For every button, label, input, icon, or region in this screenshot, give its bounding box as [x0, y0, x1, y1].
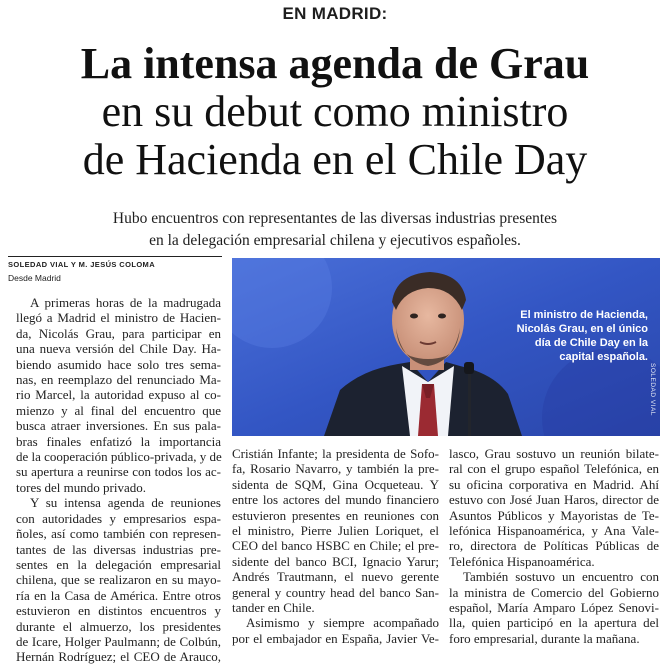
text-line: estuvieron en distintos encuentros y [16, 603, 221, 619]
text-line: Hernán Rodríguez; el CEO de Arauco, [16, 649, 221, 665]
article-column-3 [449, 446, 659, 646]
text-line: por el embajador en España, Javier Ve- [232, 630, 439, 646]
headline-line: La intensa agenda de Grau [80, 39, 590, 88]
text-line: fa, Rosario Navarro, y también la pre- [232, 461, 439, 477]
text-line: chilena, que se realizaron en su mayo- [16, 572, 221, 588]
text-line: lasco, Grau sostuvo un reunión bilate- [449, 446, 659, 461]
text-line: con autoridades y empresarios espa- [16, 510, 221, 526]
text-line: nas, en reemplazo del renunciado Ma- [16, 372, 221, 388]
text-line: foro empresarial, durante la mañana. [449, 630, 640, 646]
text-line: sentes en la delegación empresarial [16, 556, 221, 572]
text-line: tores del mundo privado. [16, 479, 146, 495]
text-line: bras finales enfatizó la importancia [16, 433, 221, 449]
text-line: ría en la Casa de América. Entre otros [16, 587, 221, 603]
text-line: una nueva versión del Chile Day. Ha- [16, 341, 221, 357]
dateline: Desde Madrid [8, 273, 61, 283]
text-line: el ministro, Pierre Julien Loriquet, el [232, 523, 439, 539]
caption-line: capital española. [559, 351, 648, 363]
text-line: ral con el grupo español Telefónica, en [449, 461, 659, 477]
text-line: Telefónica Hispanoamérica. [449, 553, 595, 569]
text-line: ñoles, así como también con represen- [16, 526, 221, 542]
headline-line: de Hacienda en el Chile Day [82, 135, 588, 184]
caption-line: día de Chile Day en la [534, 337, 648, 349]
text-line: lefónica Hispanoamérica, y Ana Vale- [449, 523, 659, 539]
text-line: durante el almuerzo, los presidentes [16, 618, 221, 634]
text-line: estuvo con José Juan Haros, director de [449, 492, 659, 508]
text-line: sidenta de SQM, Gina Ocqueteau. Y [232, 476, 439, 492]
text-line: Y su intensa agenda de reuniones [30, 495, 221, 511]
article-column-2 [232, 446, 439, 646]
headline [0, 40, 670, 184]
text-line: su apertura a reunirse con todos los ac- [16, 464, 221, 480]
text-line: biendo asumido hace solo tres sema- [16, 356, 221, 372]
text-line: de la cooperación público-privada, y de [16, 449, 222, 465]
article-photo [232, 258, 660, 436]
photo-credit: SOLEDAD VIAL [649, 363, 656, 416]
caption-line: Nicolás Grau, en el único [516, 323, 648, 335]
article-column-1 [16, 295, 221, 665]
text-line: Andrés Trautmann, el nuevo gerente [232, 569, 439, 585]
text-line: de Icare, Holger Paulmann; de Colbún, [16, 633, 221, 649]
deck-line: Hubo encuentros con representantes de las diversas industrias presentes [112, 210, 558, 227]
text-line: rio Marcel, la autoridad expuso al co- [16, 387, 221, 403]
text-line: A primeras horas de la madrugada [30, 295, 221, 310]
text-line: CEO del banco HSBC en Chile; el pre- [232, 538, 439, 554]
text-line: tander en Chile. [232, 600, 315, 616]
text-line: lla, quien participó en la apertura del [449, 615, 659, 631]
caption-line: El ministro de Hacienda, [520, 309, 648, 321]
text-line: general y country head del banco San- [232, 584, 439, 600]
deck-line: en la delegación empresarial chilena y ejecutivos españoles. [149, 232, 521, 249]
text-line: da, Nicolás Grau, para participar en [16, 325, 221, 341]
text-line: mienzo y al final del encuentro que [16, 402, 221, 418]
byline: SOLEDAD VIAL Y M. JESÚS COLOMA [8, 256, 222, 269]
text-line: Cristián Infante; la presidenta de Sofo- [232, 446, 439, 461]
text-line: tantes de las diversas industrias pre- [16, 541, 221, 557]
text-line: español, María Amparo López Senovi- [449, 600, 659, 616]
text-line: sidente del banco BCI, Ignacio Yarur; [232, 553, 439, 569]
text-line: Asimismo y siempre acompañado [246, 615, 439, 631]
text-line: ro, directora de Políticas Públicas de [449, 538, 659, 554]
text-line: Asuntos Públicos y Mayoristas de Te- [449, 507, 659, 523]
text-line: la ministra de Comercio del Gobierno [449, 584, 659, 600]
section-kicker: EN MADRID: [282, 4, 388, 23]
text-line: llegó a Madrid el ministro de Hacien- [16, 310, 221, 326]
text-line: estuvieron presentes en reuniones con [232, 507, 439, 523]
text-line: su oficina corporativa en Madrid. Ahí [449, 476, 659, 492]
text-line: entre los actores del mundo financiero [232, 492, 439, 508]
text-line: busca atraer inversiones. En sus pala- [16, 418, 221, 434]
text-line: También sostuvo un encuentro con [463, 569, 659, 585]
article-deck [0, 208, 670, 252]
photo-caption [488, 308, 648, 364]
headline-line: en su debut como ministro [101, 87, 569, 136]
